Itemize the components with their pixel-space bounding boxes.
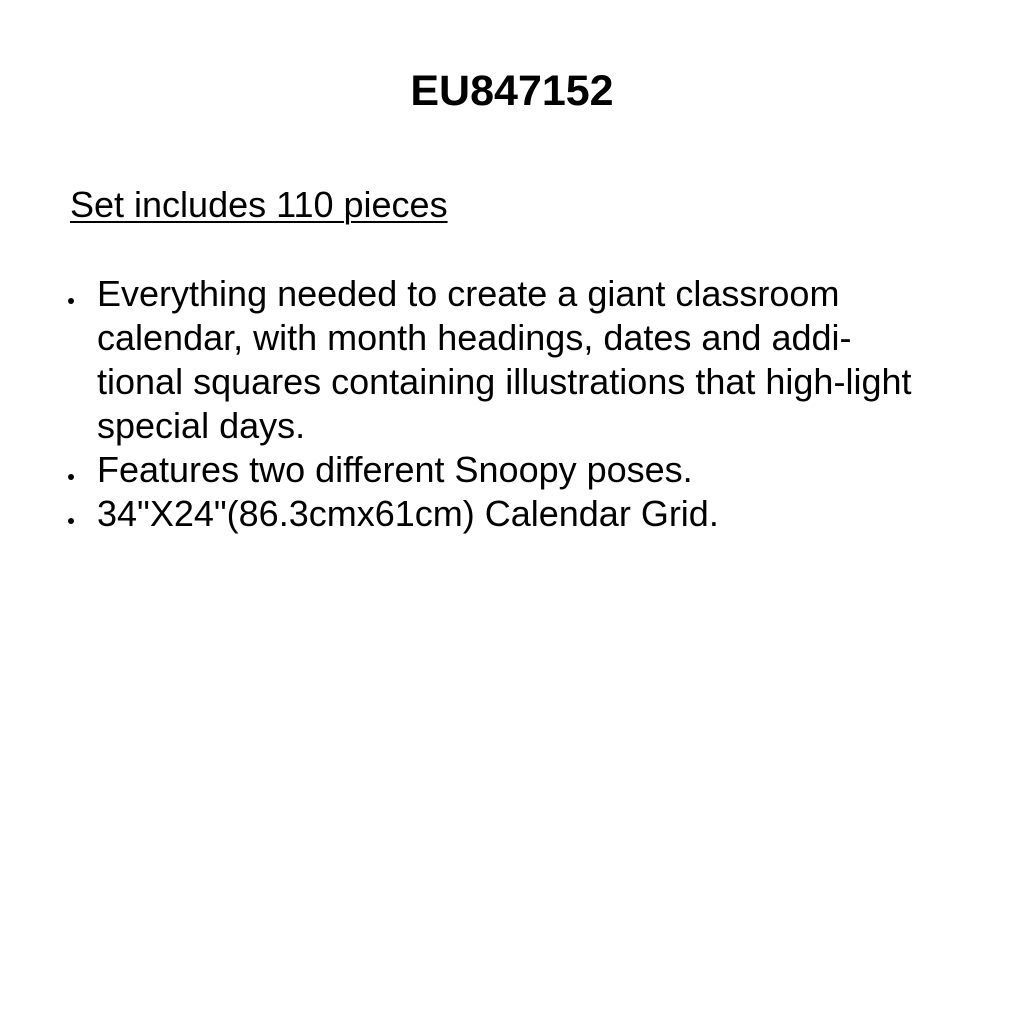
bullet-icon <box>68 298 74 304</box>
feature-item-dimensions <box>0 492 937 536</box>
feature-item-description <box>0 272 937 448</box>
feature-text: 34"X24"(86.3cmx61cm) Calendar Grid. <box>97 493 719 534</box>
feature-list <box>0 272 1024 536</box>
bullet-icon <box>68 474 74 480</box>
feature-item-poses <box>0 448 937 492</box>
feature-text: Features two different Snoopy poses. <box>97 449 693 490</box>
feature-text: Everything needed to create a giant classroom calendar, with month headings, dates and addi-tional squares containing illustrations that high-light special days. <box>97 273 912 446</box>
bullet-icon <box>68 518 74 524</box>
set-summary-heading: Set includes 110 pieces <box>70 184 448 225</box>
product-code-title: EU847152 <box>410 67 614 115</box>
